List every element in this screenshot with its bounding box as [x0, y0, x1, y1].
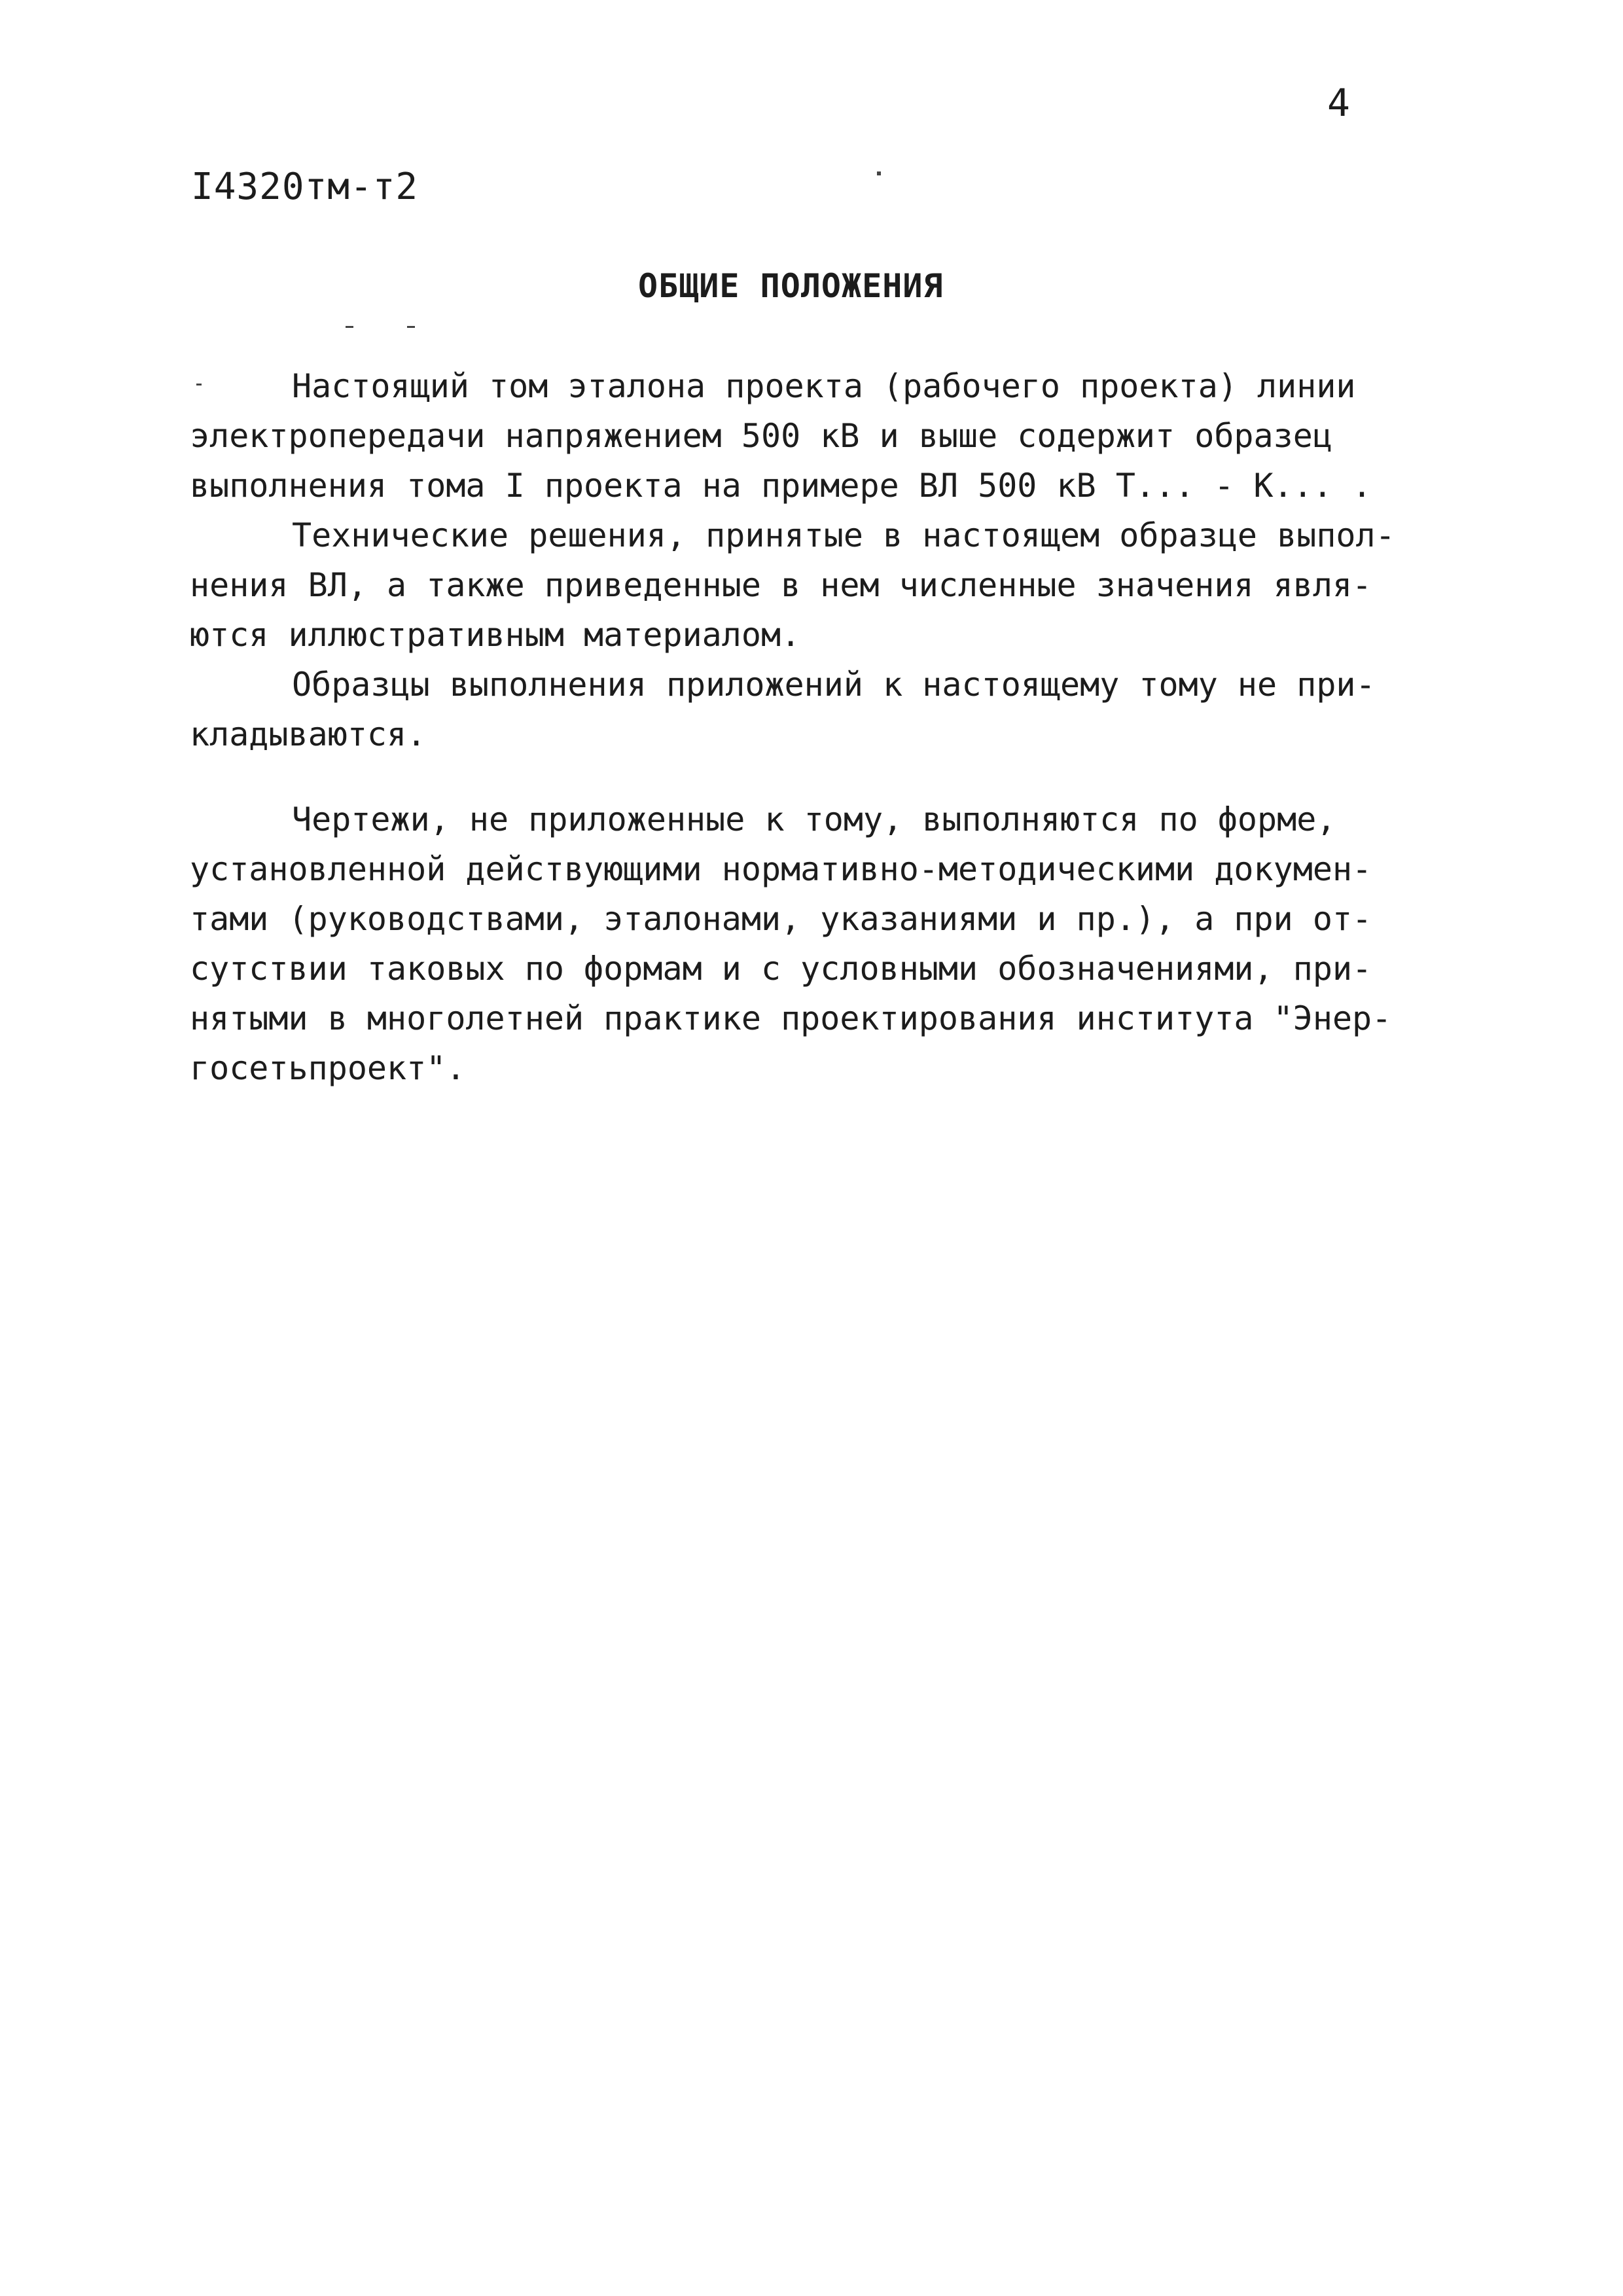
- text-line: Настоящий том эталона проекта (рабочего проекта) линии: [292, 367, 1356, 405]
- stray-mark: [877, 171, 881, 175]
- text-line: нятыми в многолетней практике проектирования института "Энер-: [190, 999, 1392, 1037]
- stray-mark: [407, 326, 415, 328]
- text-line: тами (руководствами, эталонами, указаниями и пр.), а при от-: [190, 900, 1372, 938]
- document-code: I4320тм-т2: [191, 166, 419, 208]
- text-line: кладываются.: [190, 715, 427, 753]
- text-line: Технические решения, принятые в настоящем образце выпол-: [292, 516, 1395, 554]
- section-title: ОБЩИЕ ПОЛОЖЕНИЯ: [638, 267, 944, 305]
- text-line: ются иллюстративным материалом.: [190, 616, 801, 654]
- text-line: выполнения тома I проекта на примере ВЛ 500 кВ Т... - К... .: [190, 467, 1372, 505]
- text-line: электропередачи напряжением 500 кВ и выше содержит образец: [190, 417, 1332, 455]
- page-number: 4: [1327, 81, 1350, 125]
- paragraph-spacer: [190, 759, 1446, 795]
- text-line: установленной действующими нормативно-методическими докумен-: [190, 850, 1372, 888]
- text-line: сутствии таковых по формам и с условными обозначениями, при-: [190, 950, 1372, 988]
- text-line: Чертежи, не приложенные к тому, выполняются по форме,: [292, 800, 1336, 838]
- text-line: Образцы выполнения приложений к настоящему тому не при-: [292, 666, 1376, 704]
- text-line: госетьпроект".: [190, 1049, 466, 1087]
- text-line: нения ВЛ, а также приведенные в нем численные значения явля-: [190, 566, 1372, 604]
- body-text: [190, 361, 1446, 1093]
- stray-mark: [346, 326, 353, 328]
